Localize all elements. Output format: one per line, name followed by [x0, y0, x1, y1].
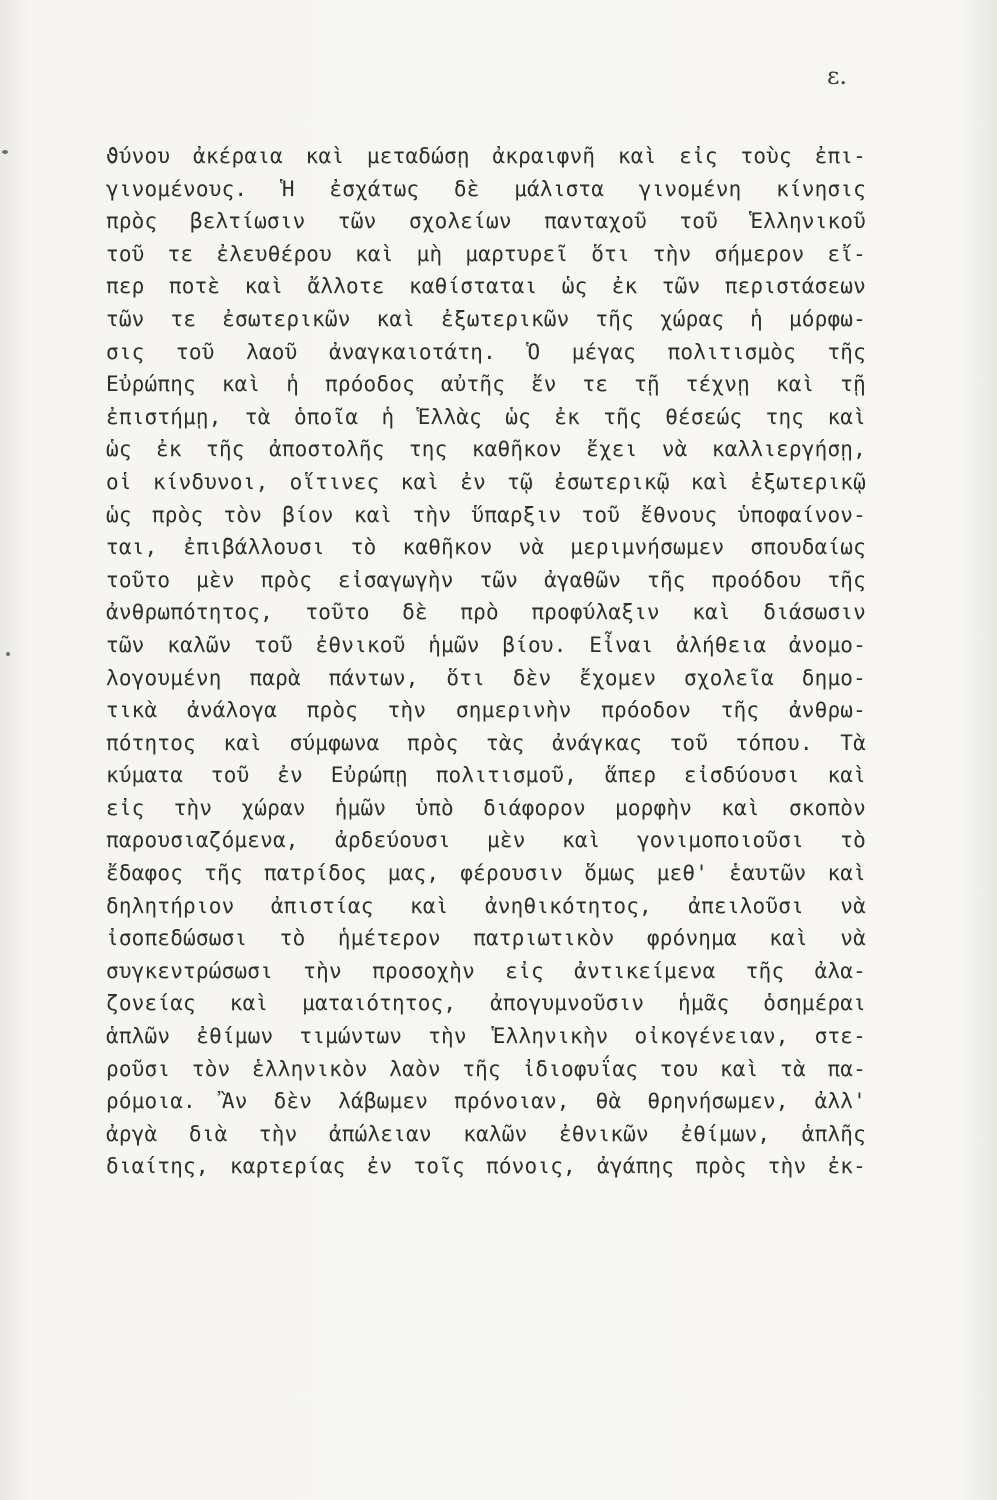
paper-speck [6, 652, 10, 656]
text-line: ρόμοια. Ἂν δὲν λάβωμεν πρόνοιαν, θὰ θρηνήσωμεν, ἀλλ' [106, 1089, 866, 1114]
text-line: ζονείας καὶ ματαιότητος, ἀπογυμνοῦσιν ἡμᾶς ὁσημέραι [106, 991, 866, 1016]
text-line: ϑύνου ἀκέραια καὶ μεταδώσῃ ἀκραιφνῆ καὶ εἰς τοὺς ἐπι- [106, 144, 866, 168]
text-line: κύματα τοῦ ἐν Εὐρώπῃ πολιτισμοῦ, ἅπερ εἰσδύουσι καὶ [106, 763, 866, 788]
text-line: ὡς ἐκ τῆς ἀποστολῆς της καθῆκον ἔχει νὰ καλλιεργήσῃ, [106, 437, 866, 462]
text-line: διαίτης, καρτερίας ἐν τοῖς πόνοις, ἀγάπης πρὸς τὴν ἐκ- [106, 1154, 866, 1179]
text-line: εἰς τὴν χώραν ἡμῶν ὑπὸ διάφορον μορφὴν καὶ σκοπὸν [106, 795, 866, 820]
text-line: ἁπλῶν ἐθίμων τιμώντων τὴν Ἑλληνικὴν οἰκογένειαν, στε- [106, 1024, 866, 1049]
text-line: ἔδαφος τῆς πατρίδος μας, φέρουσιν ὅμως μεθ' ἑαυτῶν καὶ [106, 861, 866, 886]
text-line: σις τοῦ λαοῦ ἀναγκαιοτάτη. Ὁ μέγας πολιτισμὸς τῆς [106, 339, 866, 364]
text-line: τῶν καλῶν τοῦ ἐθνικοῦ ἡμῶν βίου. Εἶναι ἀλήθεια ἀνομο- [106, 632, 866, 657]
text-line: πρὸς βελτίωσιν τῶν σχολείων πανταχοῦ τοῦ Ἑλληνικοῦ [106, 209, 866, 234]
text-line: τοῦτο μὲν πρὸς εἰσαγωγὴν τῶν ἀγαθῶν τῆς προόδου τῆς [106, 567, 866, 592]
text-line: παρουσιαζόμενα, ἀρδεύουσι μὲν καὶ γονιμοποιοῦσι τὸ [106, 828, 866, 853]
text-line: τικὰ ἀνάλογα πρὸς τὴν σημερινὴν πρόοδον τῆς ἀνθρω- [106, 698, 866, 723]
body-text [106, 140, 866, 1183]
text-line: ἀργὰ διὰ τὴν ἀπώλειαν καλῶν ἐθνικῶν ἐθίμων, ἁπλῆς [106, 1121, 866, 1146]
text-line: ται, ἐπιβάλλουσι τὸ καθῆκον νὰ μεριμνήσωμεν σπουδαίως [106, 535, 866, 560]
text-line: περ ποτὲ καὶ ἄλλοτε καθίσταται ὡς ἐκ τῶν περιστάσεων [106, 274, 866, 299]
text-line: δηλητήριον ἀπιστίας καὶ ἀνηθικότητος, ἀπειλοῦσι νὰ [106, 893, 866, 918]
text-line: τῶν τε ἐσωτερικῶν καὶ ἐξωτερικῶν τῆς χώρας ἡ μόρφω- [106, 306, 866, 331]
text-line: ἰσοπεδώσωσι τὸ ἡμέτερον πατριωτικὸν φρόνημα καὶ νὰ [106, 926, 866, 951]
text-line: ροῦσι τὸν ἑλληνικὸν λαὸν τῆς ἰδιοφυΐας του καὶ τὰ πα- [106, 1056, 866, 1081]
text-line: συγκεντρώσωσι τὴν προσοχὴν εἰς ἀντικείμενα τῆς ἀλα- [106, 958, 866, 983]
text-line: ὡς πρὸς τὸν βίον καὶ τὴν ὕπαρξιν τοῦ ἔθνους ὑποφαίνον- [106, 502, 866, 527]
text-line: ἀνθρωπότητος, τοῦτο δὲ πρὸ προφύλαξιν καὶ διάσωσιν [106, 600, 866, 625]
page-number: ε. [826, 62, 847, 90]
text-line: τοῦ τε ἐλευθέρου καὶ μὴ μαρτυρεῖ ὅτι τὴν σήμερον εἴ- [106, 241, 866, 266]
text-line: ἐπιστήμῃ, τὰ ὁποῖα ἡ Ἑλλὰς ὡς ἐκ τῆς θέσεώς της καὶ [106, 404, 866, 429]
paper-speck [2, 150, 8, 154]
text-line: Εὐρώπης καὶ ἡ πρόοδος αὐτῆς ἔν τε τῇ τέχνῃ καὶ τῇ [106, 372, 866, 397]
text-line: οἱ κίνδυνοι, οἵτινες καὶ ἐν τῷ ἐσωτερικῷ καὶ ἐξωτερικῷ [106, 469, 866, 494]
text-line: πότητος καὶ σύμφωνα πρὸς τὰς ἀνάγκας τοῦ τόπου. Τὰ [106, 730, 866, 755]
text-line: γινομένους. Ἡ ἐσχάτως δὲ μάλιστα γινομένη κίνησις [106, 176, 866, 201]
text-line: λογουμένη παρὰ πάντων, ὅτι δὲν ἔχομεν σχολεῖα δημο- [106, 665, 866, 690]
